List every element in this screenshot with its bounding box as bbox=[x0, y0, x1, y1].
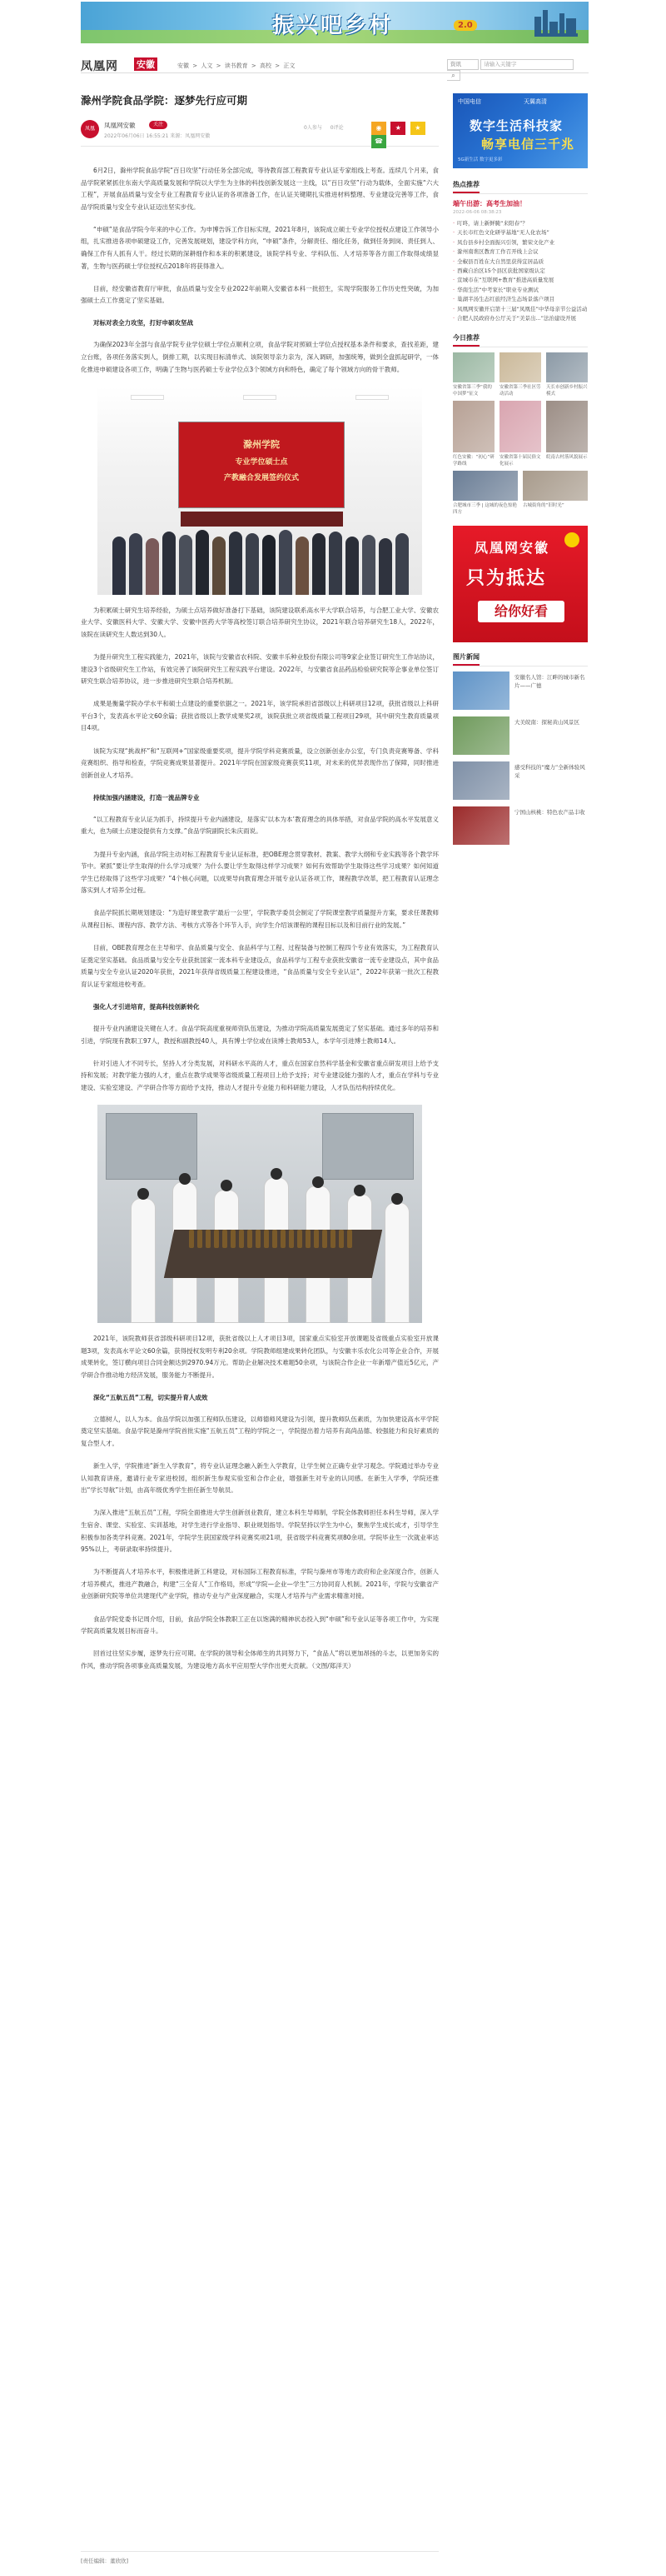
list-item[interactable]: · 宣城市在“互联网+教育”推进高质量发展 bbox=[453, 276, 588, 285]
article-paragraph: 为积累硕士研究生培养经验，为硕士点培养做好准备打下基础，该院建设联系高水平大学联合培养，与合肥工业大学、安徽农业大学、安徽医科大学、安徽大学、安徽中医药大学等高校签订联合培养研究生协议，2021年联合培养研究生18人，2022年，该院在读研究生人数达到30人。 bbox=[81, 606, 439, 638]
article-body bbox=[81, 165, 439, 1672]
today-item[interactable]: 安徽省第十届民俗文化展示 bbox=[500, 401, 541, 467]
today-item[interactable]: 红色安徽：“初心”研学路线 bbox=[453, 401, 495, 467]
article-paragraph: 该院为实现“挑战杯”和“互联网+”国家级重要奖项，提升学院学科竞赛质量，设立创新创业办公室，专门负责竞赛筹备、学科竞赛组织、指导和检查，学院竞赛成果显著提升。2021年学院在国家级竞赛获奖11项，对未来的优异表现作出了保障，同时推进创新创业人才培养。 bbox=[81, 746, 439, 779]
article-stats bbox=[304, 123, 350, 131]
hot-headline[interactable]: 端午出游：高考生加油！ bbox=[453, 200, 526, 207]
today-thumb-image bbox=[453, 401, 495, 452]
article-paragraph: 食品学院党委书记周介绍，目前，食品学院全体教职工正在以饱满的精神状态投入到“申硕”和专业认证等各项工作中，为实现学院高质量发展目标而奋斗。 bbox=[81, 1615, 439, 1635]
today-item[interactable]: 皖南古村落风貌展示 bbox=[546, 401, 588, 467]
site-logo[interactable]: 凤凰网 bbox=[81, 60, 118, 73]
photo-news-item[interactable]: 安徽名人馆：江畔的城市新名片——广德 bbox=[453, 671, 588, 712]
article-paragraph: 为不断提高人才培养水平，积极推进新工科建设，对标国际工程教育标准，学院与滁州市等地方政府和企业深度合作，创新人才培养模式，推进产教融合，构建“三全育人”工作格局，形成“学院—企业—学生”三方协同育人机制。2021年，学院与安徽省产业创新研究院等单位共建现代产业学院，推动专业与产业深度融合，实现人才培养与产业需求精准对接。 bbox=[81, 1568, 439, 1600]
top-navbar bbox=[81, 55, 589, 79]
article-main bbox=[81, 93, 439, 1683]
participants-count[interactable]: 0人参与 bbox=[304, 125, 322, 131]
breadcrumb-anhui[interactable]: 安徽 bbox=[177, 62, 189, 69]
responsible-editor: [责任编辑：董欣欣] bbox=[81, 2551, 439, 2564]
article-paragraph: “申硕”是食品学院今年来的中心工作。为申博告诉工作目标实现，2021年8月，该院成立硕士专业学位授权点建设工作领导小组，扎实推进各项申硕建设工作，完善发展规划，建设学科方向，“申硕”条件，分解责任、细化任务，做到任务到岗、责任到人、确保工作有人抓有人干。经过长期的深耕细作和本来的积累建设，该院学科专业、学科队伍、人才培养等各方面工作取得成绩显著，生物与医药硕士学位授权点2018年将获得准入。 bbox=[81, 225, 439, 270]
banner-skyline-icon bbox=[534, 7, 578, 37]
list-item[interactable]: · 华南生活“中考家长”职业专业测试 bbox=[453, 286, 588, 295]
today-thumb-image bbox=[500, 401, 541, 452]
photo-news-image bbox=[453, 761, 509, 800]
article-paragraph: 食品学院抓长期规划建设：“为造好课堂教学‘最后一公里’，学院教学委员会制定了学院课堂教学质量提升方案，要求任课教师从课程目标、课程内容、教学方法、考核方式等各个环节入手，向学生介绍该课程的课程目标以及和目前行业的发展。” bbox=[81, 909, 439, 929]
list-item[interactable]: · 滁州南谯区教育工作召开线上会议 bbox=[453, 247, 588, 257]
article-paragraph: 立德树人，以人为本。食品学院以加强工程师队伍建设，以师德师风建设为引领，提升教师队伍素质，为加快建设高水平学院奠定坚实基础。食品学院是滁州学院首批实施“五航五员”工程的学院之一，学院提出着力培养有高尚品德、较强能力和良好素质的复合型人才。 bbox=[81, 1415, 439, 1447]
photo-news-section bbox=[453, 652, 588, 847]
breadcrumb-current: 正文 bbox=[283, 62, 296, 69]
banner-title: 振兴吧乡村 bbox=[272, 13, 394, 38]
photo-news-heading: 图片新闻 bbox=[453, 652, 480, 666]
hot-section bbox=[453, 180, 588, 323]
photo-news-image bbox=[453, 716, 509, 755]
article-paragraph: 针对引进人才不同专长，坚持人才分类发展，对科研水平高的人才，重点在国家自然科学基金和安徽省重点研发项目上给予支持和发展；对教学能力强的人才，重点在教学成果等省级质量工程项目上给予支持；对专业建设能力强的人才，重点在学科与专业建设、实验室建设、产学研合作等方面给予支持，推动人才提升专业能力和科研能力建设，人才队伍结构持续优化。 bbox=[81, 1059, 439, 1091]
share-bar bbox=[369, 122, 439, 148]
section-heading: 深化“五航五员”工程，切实提升育人成效 bbox=[93, 1393, 208, 1401]
today-thumb-image bbox=[453, 471, 518, 501]
photo-red-screen: 滁州学院 专业学位硕士点 产教融合发展签约仪式 bbox=[178, 422, 345, 508]
article-meta bbox=[81, 120, 439, 147]
article-paragraph: 为提升专业内涵，食品学院主动对标工程教育专业认证标准，把OBE理念贯穿教材、教案、教学大纲和专业实践等各个教学环节中。紧抓“要让学生取得的什么学习成果？为什么要让学生取得这样学习成果？如何有效帮助学生取得这些学习成果？如何知道学生已经取得了这些学习成果？”4个核心问题，以成果导向教育理念开展专业认证各项工作，课程教学改革，把工程教育认证理念落实到人才培养全过程。 bbox=[81, 850, 439, 895]
article-paragraph: 回首过往坚实步履，逐梦先行应可期。在学院的领导和全体师生的共同努力下，“食品人”将以更加昂扬的斗志，以更加务实的作风，推动学院各项事业高质量发展，为建设地方高水平应用型大学作出更大贡献。（文图/郑洋天） bbox=[81, 1650, 439, 1670]
article-photo-laboratory bbox=[97, 1105, 422, 1323]
follow-button[interactable]: 关注 bbox=[149, 121, 167, 129]
today-thumb-image bbox=[523, 471, 588, 501]
breadcrumb: 安徽 > 人文 > 读书教育 > 高校 > 正文 bbox=[177, 62, 296, 69]
article-photo-signing-ceremony bbox=[97, 387, 422, 595]
share-favorite-icon[interactable]: ★ bbox=[410, 122, 425, 135]
search-icon[interactable]: ⌕ bbox=[447, 70, 460, 81]
ad-sun-icon bbox=[564, 532, 579, 547]
article-paragraph: 为提升研究生工程实践能力，2021年，该院与安徽省农科院、安徽丰乐种业股份有限公司等9家企业签订研究生工作站协议，建设3个省级研究生工作站，有效完善了该院研究生工程实践平台建设。2022年，与安徽省食品药品检验研究院等企事业单位签订研究生联合培养协议，进一步推进研究生联合培养机制。 bbox=[81, 653, 439, 686]
comment-count[interactable]: 0评论 bbox=[330, 125, 344, 131]
article-paragraph: 为确保2023年全部与食品学院专业学位硕士学位点顺利立项，食品学院对照硕士学位点授权基本条件和要求，查找差距，建立台账，各项任务落实到人，倒排工期，以实现目标清单式、该院领导亲力亲为，深入调研，加强统筹，做到全盘抓起研学，一体化推进申硕建设各项工作，明确了生物与医药硕士专业学位点3个领域方向和特色，确定了每个领域方向的骨干教师。 bbox=[81, 341, 439, 373]
photo-news-list bbox=[453, 671, 588, 847]
today-thumb-image bbox=[546, 401, 588, 452]
article-paragraph: 为深入推进“五航五员”工程，学院全面推进大学生创新创业教育，建立本科生导师制，学院全体教师担任本科生导师，深入学生宿舍、课堂、实验室、实训基地，对学生进行学业指导、职业规划指导。学院坚持以学生为中心，聚焦学生成长成才，引导学生积极参加各类学科竞赛。2021年，学院学生获国家级学科竞赛奖项21项，获省级学科竞赛奖项80余项。学院毕业生一次就业率达95%以上，考研录取率持续提升。 bbox=[81, 1509, 439, 1554]
telecom-sub-brand: 天翼高清 bbox=[524, 98, 547, 105]
list-item[interactable]: · 全椒县百姓在大自然里获得宜居品质 bbox=[453, 257, 588, 267]
today-item[interactable]: 古城街角的“旧时光” bbox=[523, 471, 588, 516]
hot-time: 2022-06-06 08:38:23 bbox=[453, 210, 502, 215]
share-weibo-icon[interactable]: ◉ bbox=[371, 122, 386, 135]
list-item[interactable]: · 天长市红色文化研学基地“无人化农场” bbox=[453, 228, 588, 237]
photo-news-image bbox=[453, 671, 509, 710]
today-section bbox=[453, 333, 588, 516]
publish-time: 2022年06月06日 16:55:21 来源：凤凰网安徽 bbox=[104, 133, 211, 139]
photo-people bbox=[97, 523, 422, 595]
breadcrumb-college[interactable]: 高校 bbox=[260, 62, 272, 69]
article-paragraph: 新生入学，学院推进“新生入学教育”，将专业认证理念融入新生入学教育，让学生树立正确专业学习观念。学院通过举办专业认知教育讲座，邀请行业专家进校园，组织新生参观实验室和合作企业，增强新生对专业的认同感。在新生入学季，学院还推出“学长导航”计划，由高年级优秀学生担任新生导航员。 bbox=[81, 1462, 439, 1495]
list-item[interactable]: · 巢湖半汤生态红旅经济生态场景落户项目 bbox=[453, 295, 588, 304]
breadcrumb-education[interactable]: 读书教育 bbox=[224, 62, 248, 69]
today-grid bbox=[453, 352, 588, 467]
today-item[interactable]: 天长市创新乡村振兴模式 bbox=[546, 352, 588, 397]
search-bar bbox=[447, 59, 589, 81]
sidebar bbox=[453, 93, 588, 851]
article-paragraph: 6月2日，滁州学院食品学院“百日攻坚”行动任务全部完成，等待教育部工程教育专业认证专家组线上考查。连续几个月来，食品学院紧紧抓住东南大学高质量发展和学院以大学生为主体的科技创新发展这一主线，以“百日攻坚”行动为载体，全面实施“六大工程”，开展食品质量与安全专业工程教育专业认证的各项准备工作，在认证关键期扎实推进材料整理、专业建设完善等工作，食品学院质量与安全专业认证迈出坚实步伐。 bbox=[81, 167, 439, 211]
hot-list bbox=[453, 219, 588, 323]
list-item[interactable]: · 凤凰网安徽开启第十三届“凤凰佳”中华母亲节公益活动 bbox=[453, 305, 588, 314]
article-paragraph: “以工程教育专业认证为抓手，持续提升专业内涵建设，是落实‘以本为本’教育理念的具体举措，对食品学院的高水平发展意义重大，也为硕士点建设提供有力支撑。”食品学院副院长朱庆雨说。 bbox=[81, 815, 439, 836]
photo-news-item[interactable]: 宁国山核桃：特色农产品丰收 bbox=[453, 806, 588, 847]
photo-bottles bbox=[189, 1223, 355, 1248]
author-avatar[interactable]: 凤凰 bbox=[81, 120, 99, 138]
sidebar-ad-ifeng[interactable]: 凤凰网安徽 只为抵达 给你好看 bbox=[453, 526, 588, 642]
section-heading: 强化人才引进培育，提高科技创新转化 bbox=[93, 1002, 200, 1011]
article-title: 滁州学院食品学院：逐梦先行应可期 bbox=[81, 94, 248, 107]
top-banner-ad[interactable] bbox=[81, 2, 589, 43]
list-item[interactable]: · 叮咚，请上新鲜腌“来阳春”？ bbox=[453, 219, 588, 228]
article-paragraph: 目前，经安徽省教育厅审批，食品质量与安全专业2022年前期入安徽省本科一批招生，实现学院服务工作历史性突破，为加强硕士点工作奠定了坚实基础。 bbox=[81, 284, 439, 305]
today-thumb-image bbox=[453, 352, 495, 382]
search-input[interactable]: 请输入关键字 bbox=[480, 59, 574, 70]
today-thumb-image bbox=[546, 352, 588, 382]
photo-news-item[interactable]: 大美皖南：探秘黄山风景区 bbox=[453, 716, 588, 757]
list-item[interactable]: · 西藏自治区15个县区获批国家级认定 bbox=[453, 267, 588, 276]
list-item[interactable]: · 合肥人民政府办公厅关于“美景出...”法治建设开展 bbox=[453, 314, 588, 323]
today-grid-wide bbox=[453, 471, 588, 516]
site-logo-channel[interactable]: 安徽 bbox=[134, 57, 157, 71]
article-paragraph: 目前，OBE教育理念在主导和学、食品质量与安全、食品科学与工程、过程装备与控制工程四个专业有效落实，为工程教育认证奠定坚实基础。食品质量与安全专业获批国家一流本科专业建设点，食品科学与工程专业获批安徽省一流专业建设点，其中食品质量与安全专业认证2020年获批，2021年获得省级质量工程建设推进，“食品质量与安全专业认证”，2022年获第一批次工程教育认证专家组进校考查。 bbox=[81, 944, 439, 988]
search-scope-select[interactable]: 资讯 bbox=[447, 59, 479, 70]
article-paragraph: 2021年，该院教师获省部级科研项目12项，获批省级以上人才项目3项，国家重点实验室开放课题及省级重点实验室开放课题3项，发表高水平论文60余篇，获得授权发明专利20余项。学院教师组建成果转化团队，与安徽丰乐农化公司等企业合作，开展成果转化，签订横向项目合同金额达到2970.94万元。帮助企业解决技术难题50余项，与该院合作企业一年新增产值近5亿元，产学研合作推动地方经济发展，服务能力不断提升。 bbox=[81, 1334, 439, 1379]
article-paragraph: 成果是衡量学院办学水平和硕士点建设的重要依据之一。2021年，该学院承担省部级以上科研项目12项，获批省级以上科研平台3个，发表高水平论文60余篇；获批省级以上教学成果奖2项，该院获批立项省级质量工程项目29项，其中研究生教育质量项目4项。 bbox=[81, 700, 439, 732]
author-name[interactable]: 凤凰网安徽 bbox=[104, 122, 136, 129]
today-item[interactable]: 安徽省第三季“我的中国梦”征文 bbox=[453, 352, 495, 397]
share-wechat-icon[interactable]: ☎ bbox=[371, 135, 386, 148]
article-paragraph: 提升专业内涵建设关键在人才。食品学院高度重视师资队伍建设，为推动学院高质量发展奠定了坚实基础。通过多年的培养和引进，学院现有教职工97人，教授和副教授40人，具有博士学位或在读博士教师53人，本学年引进博士教师14人。 bbox=[81, 1024, 439, 1045]
sidebar-ad-telecom[interactable]: 中国电信 天翼高清 数字生活科技家 畅享电信三千兆 5G新生活 数字更多彩 bbox=[453, 93, 588, 168]
today-item[interactable]: 安徽省第三季社区劳动活动 bbox=[500, 352, 541, 397]
today-heading: 今日推荐 bbox=[453, 333, 480, 347]
today-item[interactable]: 合肥城市三季 | 这城的夜色惊艳四方 bbox=[453, 471, 518, 516]
list-item[interactable]: · 凤台县乡村全面振兴引领，繁荣文化产业 bbox=[453, 238, 588, 247]
banner-badge: 2.0 bbox=[454, 20, 477, 31]
section-heading: 持续加强内涵建设，打造一流品牌专业 bbox=[93, 793, 200, 801]
photo-news-item[interactable]: 感受科技的“魔力”全新体验风采 bbox=[453, 761, 588, 802]
today-thumb-image bbox=[500, 352, 541, 382]
ad-logo: 凤凰网安徽 bbox=[475, 540, 550, 557]
photo-news-image bbox=[453, 806, 509, 845]
hot-heading: 热点推荐 bbox=[453, 180, 480, 193]
section-heading: 对标对表全力攻坚，打好申硕攻坚战 bbox=[93, 319, 193, 327]
breadcrumb-culture[interactable]: 人文 bbox=[201, 62, 213, 69]
telecom-logo: 中国电信 bbox=[458, 98, 481, 105]
share-qzone-icon[interactable]: ★ bbox=[390, 122, 405, 135]
